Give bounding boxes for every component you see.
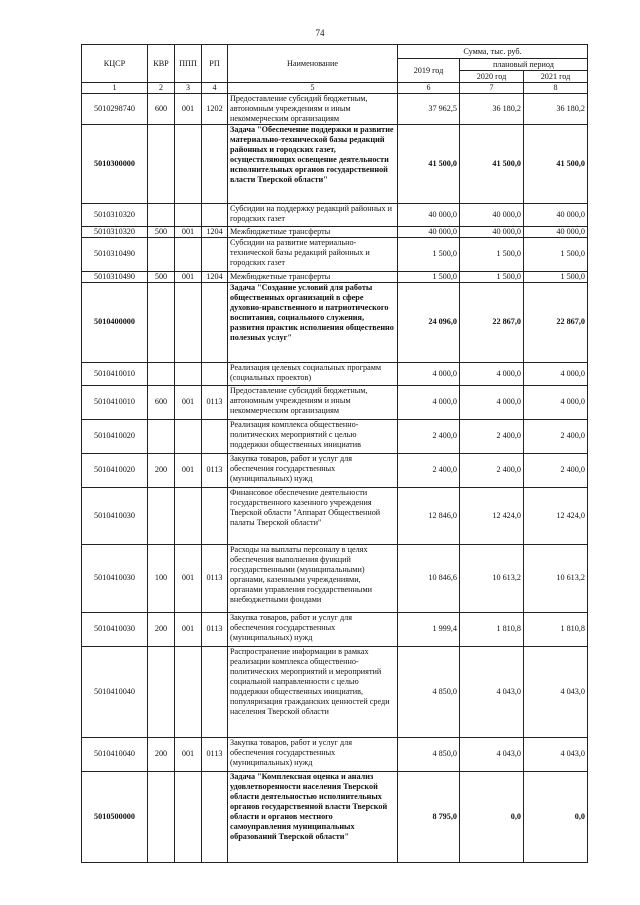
value-2020-cell: 22 867,0 <box>460 282 524 362</box>
rp-cell: 0113 <box>202 453 228 487</box>
kcsr-cell: 5010410030 <box>82 544 148 612</box>
value-2019-cell: 4 850,0 <box>398 737 460 771</box>
ppp-cell: 001 <box>175 385 202 419</box>
column-index-row <box>82 83 588 94</box>
rp-cell: 0113 <box>202 544 228 612</box>
name-cell: Субсидии на поддержку редакций районных и городских газет <box>228 203 398 226</box>
table-row <box>82 203 588 226</box>
table-row <box>82 362 588 385</box>
col-index: 3 <box>175 83 202 94</box>
ppp-cell: 001 <box>175 737 202 771</box>
name-cell: Финансовое обеспечение деятельности государственного казенного учреждения Тверской области "Аппарат Общественной палаты Тверской области" <box>228 487 398 544</box>
value-2019-cell: 1 999,4 <box>398 612 460 646</box>
value-2021-cell: 4 000,0 <box>524 385 588 419</box>
value-2021-cell: 1 500,0 <box>524 271 588 282</box>
value-2021-cell: 41 500,0 <box>524 124 588 203</box>
rp-cell <box>202 282 228 362</box>
ppp-cell <box>175 282 202 362</box>
kcsr-cell: 5010410020 <box>82 453 148 487</box>
kvr-cell <box>148 237 175 271</box>
rp-cell: 1204 <box>202 226 228 237</box>
rp-cell: 0113 <box>202 737 228 771</box>
value-2020-cell: 40 000,0 <box>460 203 524 226</box>
value-2020-cell: 41 500,0 <box>460 124 524 203</box>
kvr-cell <box>148 419 175 453</box>
rp-cell <box>202 237 228 271</box>
table-header <box>82 45 588 94</box>
rp-cell <box>202 203 228 226</box>
kcsr-cell: 5010410030 <box>82 487 148 544</box>
table-row <box>82 737 588 771</box>
kcsr-cell: 5010298740 <box>82 93 148 124</box>
ppp-cell: 001 <box>175 544 202 612</box>
kcsr-cell: 5010410040 <box>82 737 148 771</box>
value-2020-cell: 4 043,0 <box>460 737 524 771</box>
kcsr-cell: 5010310490 <box>82 237 148 271</box>
value-2021-cell: 1 810,8 <box>524 612 588 646</box>
kvr-cell: 200 <box>148 453 175 487</box>
rp-cell <box>202 124 228 203</box>
name-cell: Задача "Комплексная оценка и анализ удовлетворенности населения Тверской области деятельностью исполнительных органов государственной власти Тверской области и органов местного самоуправления муниципальных образований Тверской области" <box>228 771 398 862</box>
value-2019-cell: 24 096,0 <box>398 282 460 362</box>
table-row <box>82 487 588 544</box>
header-2020: 2020 год <box>460 71 524 83</box>
table-row <box>82 226 588 237</box>
kcsr-cell: 5010400000 <box>82 282 148 362</box>
value-2020-cell: 1 500,0 <box>460 237 524 271</box>
col-index: 4 <box>202 83 228 94</box>
kcsr-cell: 5010310320 <box>82 226 148 237</box>
name-cell: Реализация целевых социальных программ (социальных проектов) <box>228 362 398 385</box>
budget-table <box>81 44 588 863</box>
ppp-cell: 001 <box>175 93 202 124</box>
value-2021-cell: 1 500,0 <box>524 237 588 271</box>
name-cell: Задача "Обеспечение поддержки и развитие материально-технической базы редакций районных и городских газет, осуществляющих освещение деятельности исполнительных органов государственной власти Тверской области" <box>228 124 398 203</box>
kvr-cell <box>148 124 175 203</box>
value-2020-cell: 0,0 <box>460 771 524 862</box>
name-cell: Предоставление субсидий бюджетным, автономным учреждениям и иным некоммерческим организациям <box>228 93 398 124</box>
rp-cell: 1204 <box>202 271 228 282</box>
kvr-cell <box>148 362 175 385</box>
value-2021-cell: 2 400,0 <box>524 453 588 487</box>
value-2019-cell: 40 000,0 <box>398 203 460 226</box>
page-number: 74 <box>315 28 325 38</box>
name-cell: Субсидии на развитие материально-технической базы редакций районных и городских газет <box>228 237 398 271</box>
name-cell: Распространение информации в рамках реализации комплекса общественно-политических мероприятий и мероприятий социальной направленности с целью поддержки общественных инициатив, популяризация гражданских ценностей среди населения Тверской области <box>228 646 398 737</box>
kcsr-cell: 5010410010 <box>82 362 148 385</box>
value-2020-cell: 4 043,0 <box>460 646 524 737</box>
header-ppp: ППП <box>175 45 202 83</box>
kvr-cell <box>148 203 175 226</box>
header-rp: РП <box>202 45 228 83</box>
name-cell: Закупка товаров, работ и услуг для обеспечения государственных (муниципальных) нужд <box>228 612 398 646</box>
table-body <box>82 93 588 862</box>
value-2021-cell: 0,0 <box>524 771 588 862</box>
kvr-cell <box>148 771 175 862</box>
kvr-cell: 100 <box>148 544 175 612</box>
ppp-cell: 001 <box>175 612 202 646</box>
kcsr-cell: 5010300000 <box>82 124 148 203</box>
table-row <box>82 453 588 487</box>
ppp-cell <box>175 203 202 226</box>
table-row <box>82 385 588 419</box>
value-2019-cell: 12 846,0 <box>398 487 460 544</box>
value-2019-cell: 8 795,0 <box>398 771 460 862</box>
kcsr-cell: 5010410010 <box>82 385 148 419</box>
ppp-cell <box>175 237 202 271</box>
name-cell: Реализация комплекса общественно-политических мероприятий с целью поддержки общественных инициатив <box>228 419 398 453</box>
header-2021: 2021 год <box>524 71 588 83</box>
value-2019-cell: 4 000,0 <box>398 385 460 419</box>
ppp-cell: 001 <box>175 453 202 487</box>
col-index: 1 <box>82 83 148 94</box>
col-index: 6 <box>398 83 460 94</box>
value-2019-cell: 4 000,0 <box>398 362 460 385</box>
value-2019-cell: 41 500,0 <box>398 124 460 203</box>
kvr-cell: 200 <box>148 612 175 646</box>
kvr-cell: 500 <box>148 226 175 237</box>
value-2021-cell: 40 000,0 <box>524 203 588 226</box>
value-2020-cell: 1 810,8 <box>460 612 524 646</box>
ppp-cell <box>175 771 202 862</box>
ppp-cell <box>175 487 202 544</box>
kvr-cell: 200 <box>148 737 175 771</box>
value-2019-cell: 2 400,0 <box>398 419 460 453</box>
header-name: Наименование <box>228 45 398 83</box>
kvr-cell: 600 <box>148 93 175 124</box>
rp-cell <box>202 362 228 385</box>
ppp-cell: 001 <box>175 226 202 237</box>
value-2021-cell: 4 000,0 <box>524 362 588 385</box>
value-2020-cell: 2 400,0 <box>460 419 524 453</box>
value-2021-cell: 4 043,0 <box>524 737 588 771</box>
table-row <box>82 271 588 282</box>
value-2020-cell: 4 000,0 <box>460 385 524 419</box>
value-2019-cell: 40 000,0 <box>398 226 460 237</box>
name-cell: Закупка товаров, работ и услуг для обеспечения государственных (муниципальных) нужд <box>228 737 398 771</box>
col-index: 2 <box>148 83 175 94</box>
value-2019-cell: 1 500,0 <box>398 271 460 282</box>
header-sum: Сумма, тыс. руб. <box>398 45 588 59</box>
value-2020-cell: 2 400,0 <box>460 453 524 487</box>
rp-cell: 0113 <box>202 385 228 419</box>
kvr-cell <box>148 282 175 362</box>
table-row <box>82 612 588 646</box>
kcsr-cell: 5010310320 <box>82 203 148 226</box>
ppp-cell: 001 <box>175 271 202 282</box>
ppp-cell <box>175 419 202 453</box>
header-2019: 2019 год <box>398 59 460 83</box>
rp-cell <box>202 771 228 862</box>
rp-cell <box>202 646 228 737</box>
kvr-cell: 600 <box>148 385 175 419</box>
value-2021-cell: 2 400,0 <box>524 419 588 453</box>
value-2019-cell: 10 846,6 <box>398 544 460 612</box>
header-kcsr: КЦСР <box>82 45 148 83</box>
ppp-cell <box>175 124 202 203</box>
value-2021-cell: 40 000,0 <box>524 226 588 237</box>
kvr-cell: 500 <box>148 271 175 282</box>
kcsr-cell: 5010410020 <box>82 419 148 453</box>
table-row <box>82 419 588 453</box>
table-row <box>82 646 588 737</box>
value-2019-cell: 2 400,0 <box>398 453 460 487</box>
value-2021-cell: 4 043,0 <box>524 646 588 737</box>
value-2020-cell: 12 424,0 <box>460 487 524 544</box>
rp-cell <box>202 487 228 544</box>
value-2021-cell: 36 180,2 <box>524 93 588 124</box>
col-index: 5 <box>228 83 398 94</box>
table-row <box>82 93 588 124</box>
kcsr-cell: 5010310490 <box>82 271 148 282</box>
name-cell: Межбюджетные трансферты <box>228 226 398 237</box>
name-cell: Межбюджетные трансферты <box>228 271 398 282</box>
table-row <box>82 544 588 612</box>
value-2021-cell: 12 424,0 <box>524 487 588 544</box>
rp-cell: 1202 <box>202 93 228 124</box>
value-2020-cell: 1 500,0 <box>460 271 524 282</box>
header-kvr: КВР <box>148 45 175 83</box>
header-planned: плановый период <box>460 59 588 71</box>
value-2020-cell: 36 180,2 <box>460 93 524 124</box>
table-row <box>82 124 588 203</box>
table-row <box>82 282 588 362</box>
kcsr-cell: 5010410030 <box>82 612 148 646</box>
value-2019-cell: 4 850,0 <box>398 646 460 737</box>
value-2021-cell: 10 613,2 <box>524 544 588 612</box>
name-cell: Задача "Создание условий для работы общественных организаций в сфере духовно-нравственного и патриотического воспитания, социального служения, развития практик исполнения общественно полезных услуг" <box>228 282 398 362</box>
value-2020-cell: 4 000,0 <box>460 362 524 385</box>
value-2019-cell: 37 962,5 <box>398 93 460 124</box>
name-cell: Расходы на выплаты персоналу в целях обеспечения выполнения функций государственными (муниципальными) органами, казенными учреждениями, органами управления государственными внебюджетными фондами <box>228 544 398 612</box>
col-index: 8 <box>524 83 588 94</box>
value-2021-cell: 22 867,0 <box>524 282 588 362</box>
name-cell: Предоставление субсидий бюджетным, автономным учреждениям и иным некоммерческим организациям <box>228 385 398 419</box>
table-row <box>82 771 588 862</box>
kvr-cell <box>148 646 175 737</box>
value-2020-cell: 10 613,2 <box>460 544 524 612</box>
kcsr-cell: 5010500000 <box>82 771 148 862</box>
value-2020-cell: 40 000,0 <box>460 226 524 237</box>
ppp-cell <box>175 646 202 737</box>
col-index: 7 <box>460 83 524 94</box>
rp-cell: 0113 <box>202 612 228 646</box>
name-cell: Закупка товаров, работ и услуг для обеспечения государственных (муниципальных) нужд <box>228 453 398 487</box>
kcsr-cell: 5010410040 <box>82 646 148 737</box>
ppp-cell <box>175 362 202 385</box>
kvr-cell <box>148 487 175 544</box>
table-row <box>82 237 588 271</box>
rp-cell <box>202 419 228 453</box>
value-2019-cell: 1 500,0 <box>398 237 460 271</box>
